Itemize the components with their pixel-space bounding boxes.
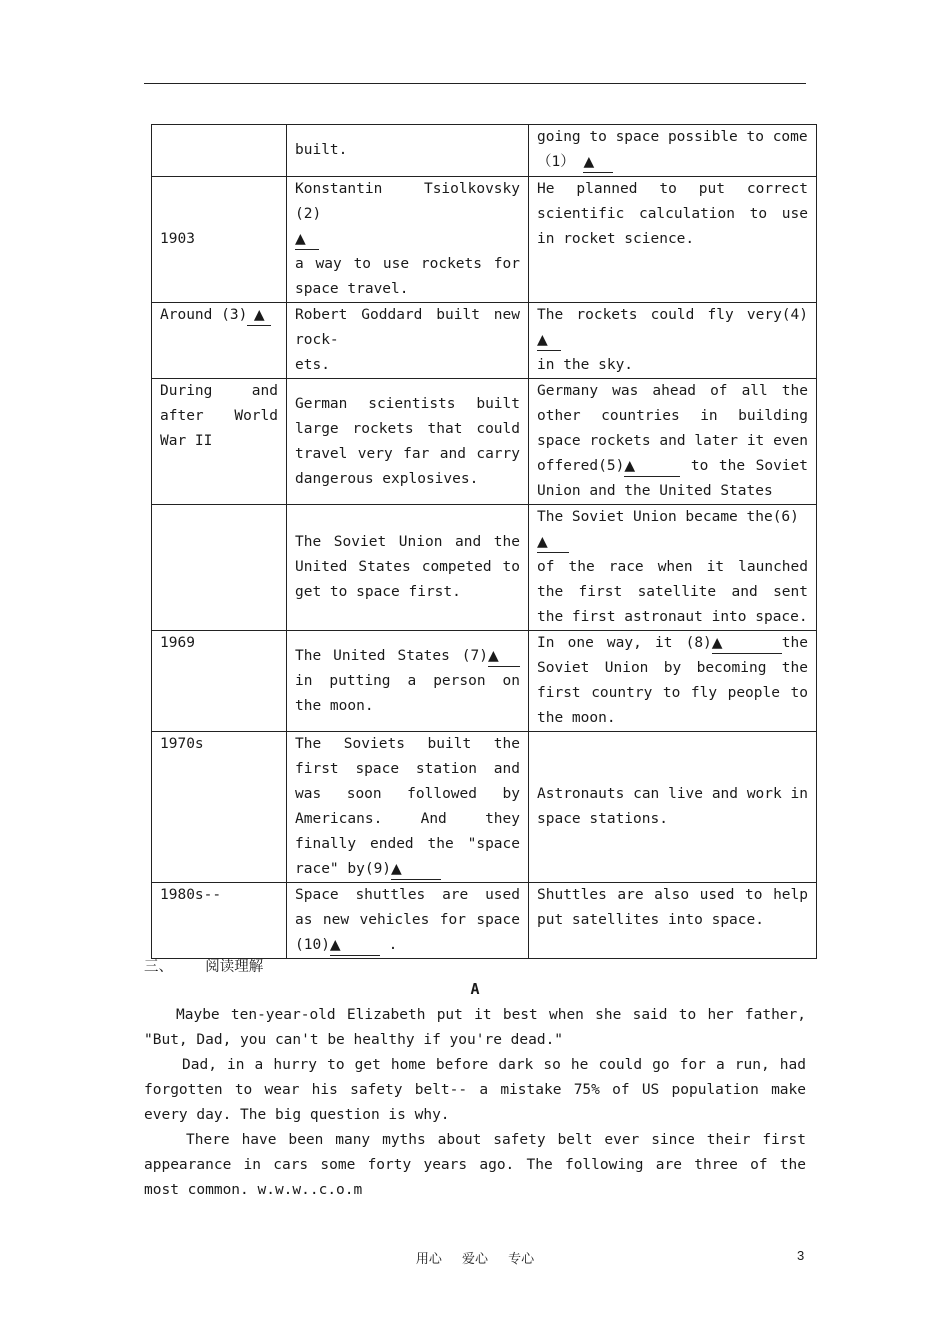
table-row	[152, 732, 817, 883]
event-cell: Konstantin Tsiolkovsky (2) ▲ a way to use rockets for space travel.	[287, 177, 529, 303]
effect-cell: The rockets could fly very(4)▲ in the sky.	[529, 303, 817, 379]
effect-cell: Astronauts can live and work in space stations.	[529, 732, 817, 883]
space-history-table	[151, 124, 817, 959]
answer-blank-2: ▲	[295, 230, 319, 250]
effect-cell: In one way, it (8)▲ the Soviet Union by becoming the first country to fly people to the moon.	[529, 631, 817, 732]
event-cell: The Soviets built the first space station and was soon followed by Americans. And they finally ended the "space race" by(9)▲	[287, 732, 529, 883]
answer-blank-7: ▲	[488, 647, 520, 667]
answer-blank-4: ▲	[537, 331, 561, 351]
section-heading: 三、 阅读理解	[144, 959, 264, 975]
year-cell: 1969	[152, 631, 287, 732]
event-cell: The United States (7)▲ in putting a person on the moon.	[287, 631, 529, 732]
header-rule	[144, 83, 806, 84]
year-cell: 1970s	[152, 732, 287, 883]
paragraph: Dad, in a hurry to get home before dark so he could go for a run, had forgotten to wear his safety belt-- a mistake 75% of US population make every day. The big question is why.	[144, 1057, 806, 1123]
page-number: 3	[797, 1248, 805, 1263]
table-row	[152, 883, 817, 959]
event-cell: German scientists built large rockets that could travel very far and carry dangerous explosives.	[287, 379, 529, 505]
answer-blank-9: ▲	[391, 860, 441, 880]
effect-cell: The Soviet Union became the(6) ▲ of the race when it launched the first satellite and sent the first astronaut into space.	[529, 505, 817, 631]
event-cell: The Soviet Union and the United States competed to get to space first.	[287, 505, 529, 631]
answer-blank-3: ▲	[247, 306, 271, 326]
table-row	[152, 379, 817, 505]
passage-letter: A	[470, 980, 480, 998]
table-row	[152, 303, 817, 379]
year-cell: 1980s--	[152, 883, 287, 959]
table-row	[152, 505, 817, 631]
event-cell: built.	[287, 125, 529, 177]
effect-cell: He planned to put correct scientific calculation to use in rocket science.	[529, 177, 817, 303]
paragraph: Maybe ten-year-old Elizabeth put it best when she said to her father, "But, Dad, you can't be healthy if you're dead."	[144, 1007, 806, 1048]
answer-blank-6: ▲	[537, 533, 569, 553]
event-cell: Space shuttles are used as new vehicles for space (10)▲ .	[287, 883, 529, 959]
year-cell: During and after World War II	[152, 379, 287, 505]
year-cell	[152, 125, 287, 177]
effect-cell: Shuttles are also used to help put satellites into space.	[529, 883, 817, 959]
effect-cell: Germany was ahead of all the other countries in building space rockets and later it even offered(5)▲ to the Soviet Union and the United States	[529, 379, 817, 505]
table-row	[152, 125, 817, 177]
answer-blank-1: ▲	[583, 153, 613, 173]
answer-blank-5: ▲	[624, 457, 680, 477]
answer-blank-8: ▲	[712, 634, 782, 654]
paragraph: There have been many myths about safety belt ever since their first appearance in cars some forty years ago. The following are three of the most common. w.w.w..c.o.m	[144, 1132, 806, 1198]
year-cell: Around (3) ▲	[152, 303, 287, 379]
effect-cell: going to space possible to come （1） ▲	[529, 125, 817, 177]
event-cell: Robert Goddard built new rock- ets.	[287, 303, 529, 379]
answer-blank-10: ▲	[330, 936, 380, 956]
table-row	[152, 177, 817, 303]
table-row	[152, 631, 817, 732]
year-cell	[152, 505, 287, 631]
year-cell: 1903	[152, 177, 287, 303]
footer-motto: 用心 爱心 专心	[415, 1252, 535, 1267]
reading-passage	[144, 1003, 806, 1203]
